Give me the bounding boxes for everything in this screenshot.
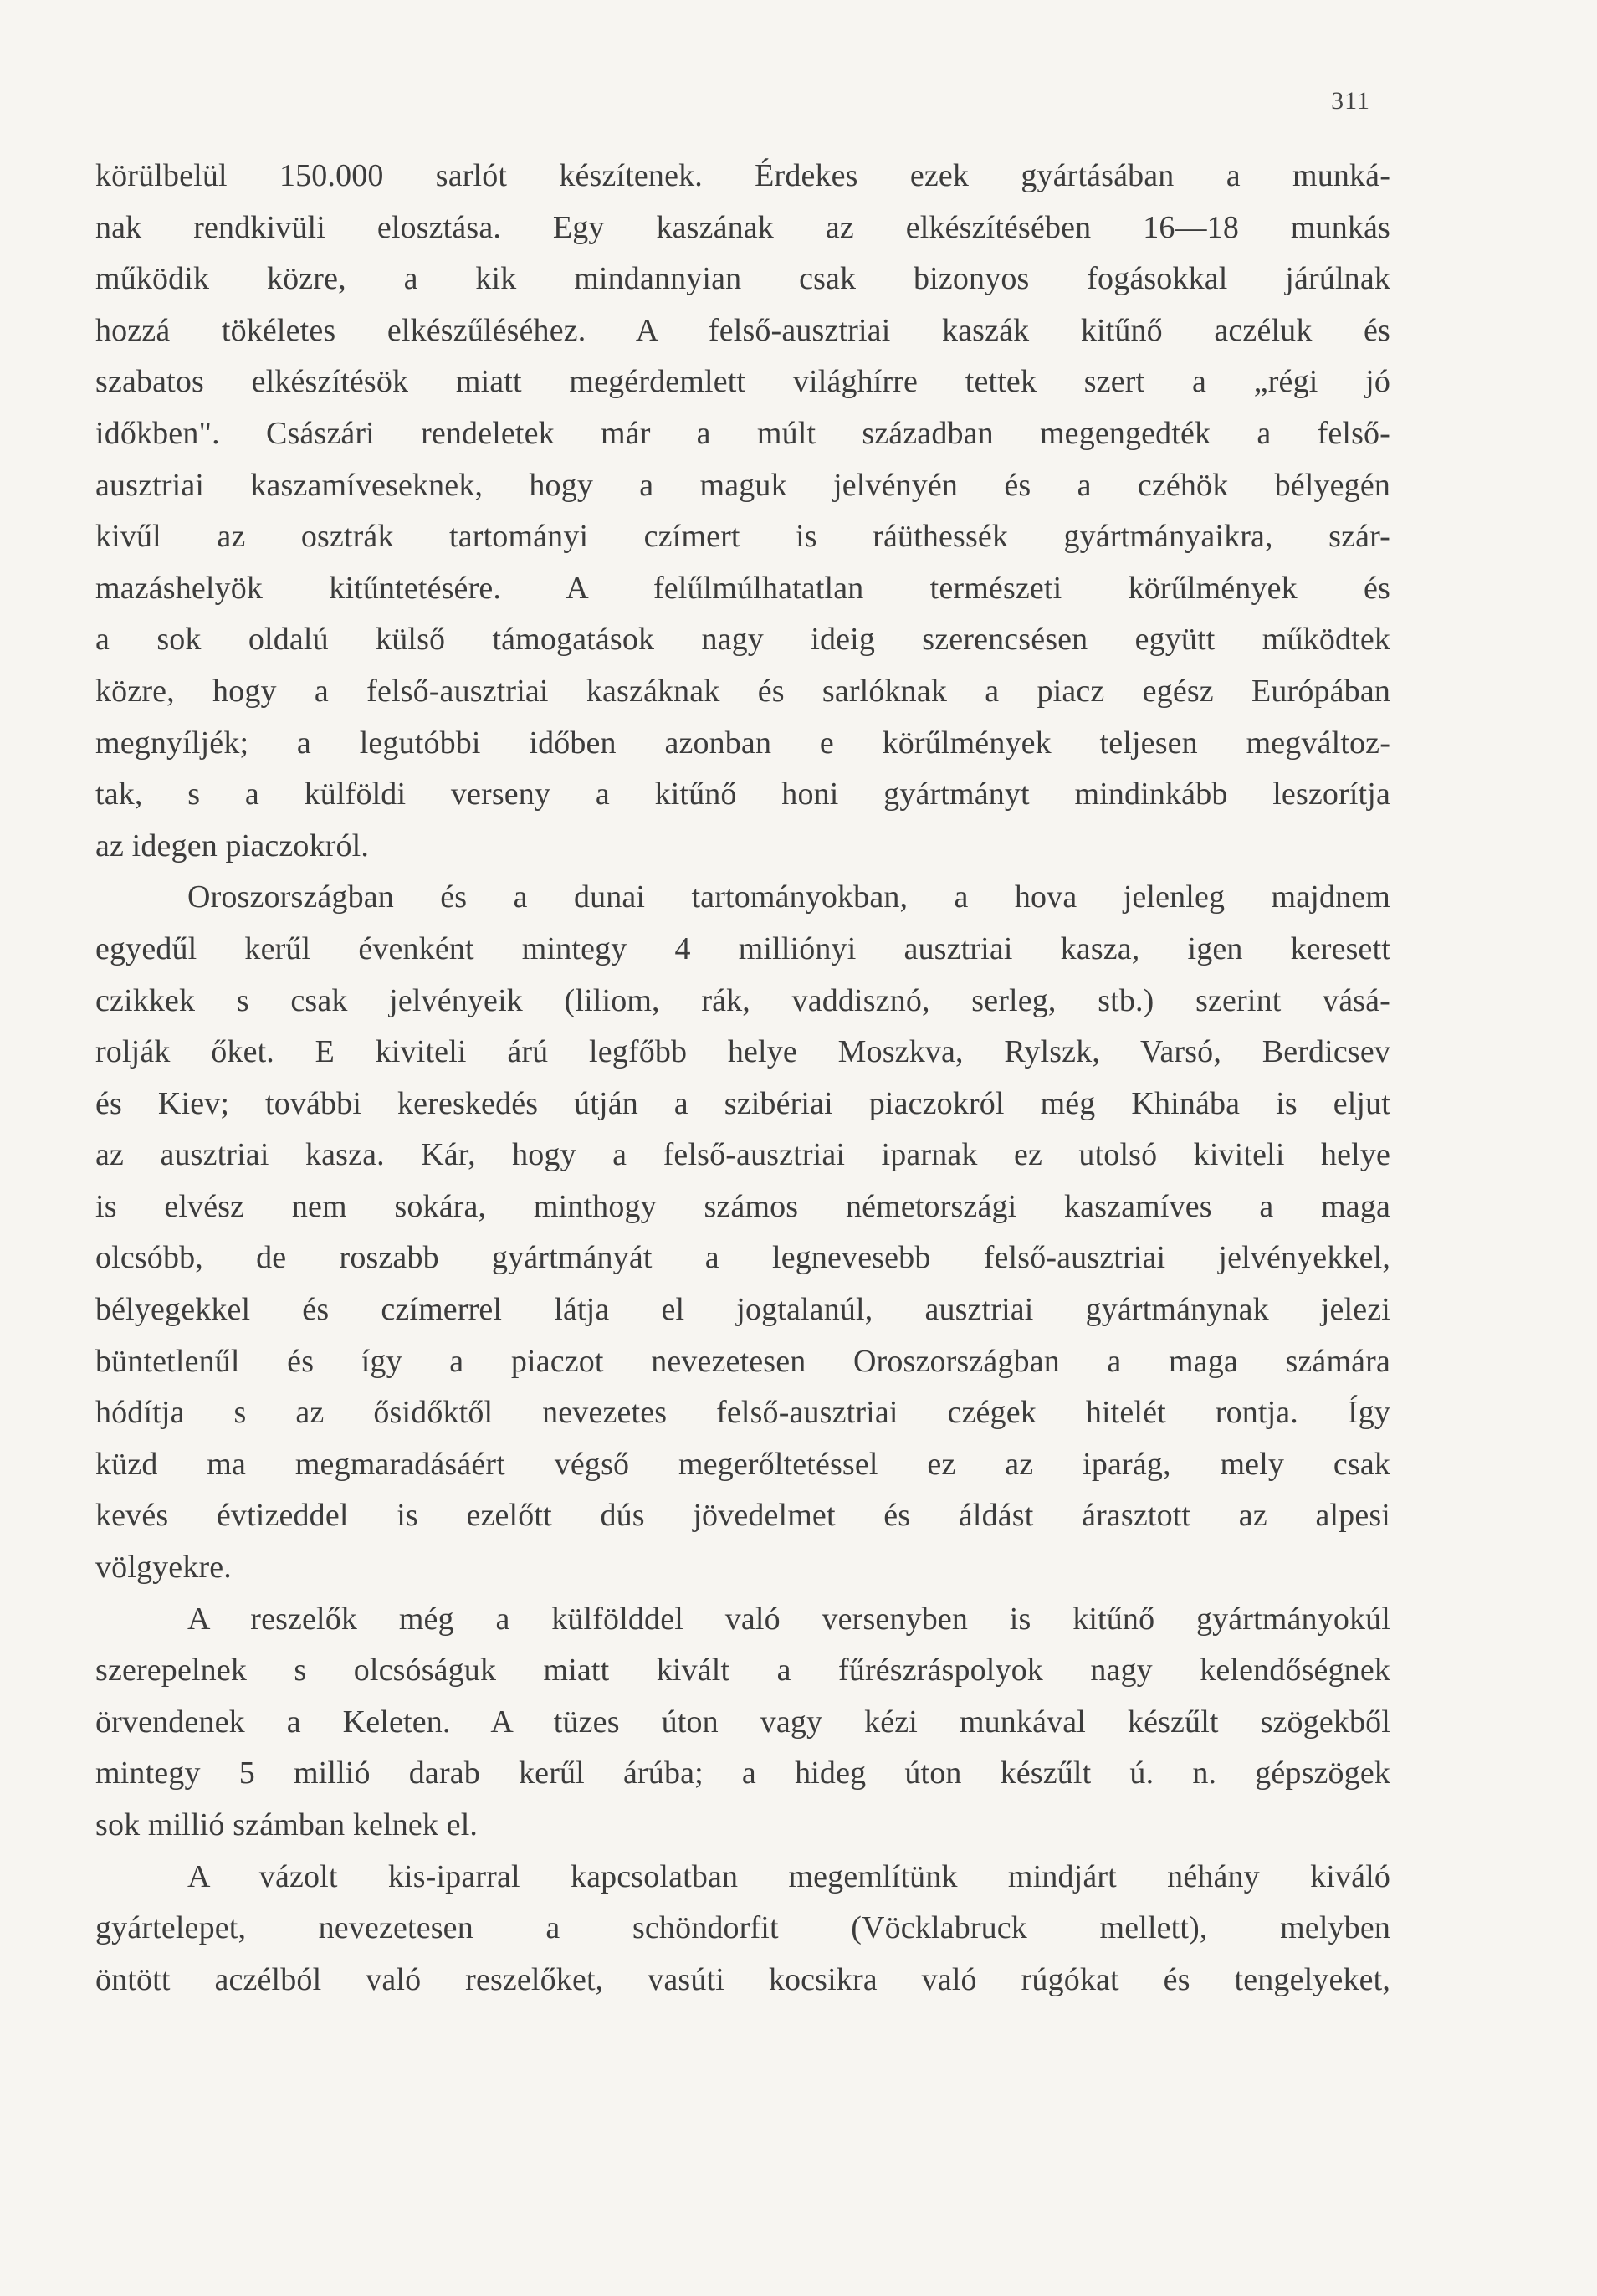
text-line: mazáshelyök kitűntetésére. A felűlmúlhatatlan természeti körűlmények és — [95, 570, 1390, 606]
text-line: völgyekre. — [95, 1550, 232, 1586]
text-line: a sok oldalú külső támogatások nagy ideig szerencsésen együtt működtek — [95, 622, 1390, 658]
text-line: örvendenek a Keleten. A tüzes úton vagy kézi munkával készűlt szögekből — [95, 1704, 1390, 1740]
text-line: közre, hogy a felső-ausztriai kaszáknak és sarlóknak a piacz egész Európában — [95, 673, 1390, 709]
text-line: egyedűl kerűl évenként mintegy 4 milliónyi ausztriai kasza, igen keresett — [95, 930, 1390, 966]
text-line: olcsóbb, de roszabb gyártmányát a legnevesebb felső-ausztriai jelvényekkel, — [95, 1240, 1390, 1276]
text-line: büntetlenűl és így a piaczot nevezetesen Oroszországban a maga számára — [95, 1343, 1390, 1379]
text-line: is elvész nem sokára, minthogy számos németországi kaszamíves a maga — [95, 1188, 1390, 1224]
text-line: körülbelül 150.000 sarlót készítenek. Érdekes ezek gyártásában a munká- — [95, 158, 1390, 193]
text-line: Oroszországban és a dunai tartományokban, a hova jelenleg majdnem — [187, 879, 1390, 915]
text-line: küzd ma megmaradásáért végső megerőltetéssel ez az iparág, mely csak — [95, 1446, 1390, 1482]
text-line: szabatos elkészítésök miatt megérdemlett világhírre tettek szert a „régi jó — [95, 364, 1390, 400]
text-line: rolják őket. E kiviteli árú legfőbb helye Moszkva, Rylszk, Varsó, Berdicsev — [95, 1034, 1390, 1070]
text-line: A vázolt kis-iparral kapcsolatban megemlítünk mindjárt néhány kiváló — [187, 1858, 1390, 1894]
text-line: kevés évtizeddel is ezelőtt dús jövedelmet és áldást árasztott az alpesi — [95, 1498, 1390, 1534]
text-line: szerepelnek s olcsóságuk miatt kivált a fűrészráspolyok nagy kelendőségnek — [95, 1653, 1390, 1689]
text-line: az idegen piaczokról. — [95, 828, 370, 864]
body-text — [95, 151, 1390, 2006]
page-number: 311 — [1331, 87, 1370, 115]
text-line: megnyíljék; a legutóbbi időben azonban e körűlmények teljesen megváltoz- — [95, 725, 1390, 761]
text-line: és Kiev; további kereskedés útján a szibériai piaczokról még Khinába is eljut — [95, 1085, 1390, 1121]
text-line: időkben". Császári rendeletek már a múlt században megengedték a felső- — [95, 415, 1390, 451]
text-line: működik közre, a kik mindannyian csak bizonyos fogásokkal járúlnak — [95, 261, 1390, 297]
text-line: gyártelepet, nevezetesen a schöndorfit (Vöcklabruck mellett), melyben — [95, 1910, 1390, 1946]
text-line: sok millió számban kelnek el. — [95, 1807, 479, 1842]
text-line: az ausztriai kasza. Kár, hogy a felső-ausztriai iparnak ez utolsó kiviteli helye — [95, 1137, 1390, 1173]
text-line: ausztriai kaszamíveseknek, hogy a maguk jelvényén és a czéhök bélyegén — [95, 467, 1390, 503]
text-line: bélyegekkel és czímerrel látja el jogtalanúl, ausztriai gyártmánynak jelezi — [95, 1292, 1390, 1328]
text-line: czikkek s csak jelvényeik (liliom, rák, vaddisznó, serleg, stb.) szerint vásá- — [95, 982, 1390, 1018]
text-line: hódítja s az ősidőktől nevezetes felső-ausztriai czégek hitelét rontja. Így — [95, 1395, 1390, 1431]
text-line: kivűl az osztrák tartományi czímert is ráüthessék gyártmányaikra, szár- — [95, 519, 1390, 555]
text-line: A reszelők még a külfölddel való versenyben is kitűnő gyártmányokúl — [187, 1601, 1390, 1637]
text-line: tak, s a külföldi verseny a kitűnő honi gyártmányt mindinkább leszorítja — [95, 776, 1390, 812]
text-line: nak rendkivüli elosztása. Egy kaszának az elkészítésében 16—18 munkás — [95, 209, 1390, 245]
text-line: mintegy 5 millió darab kerűl árúba; a hideg úton készűlt ú. n. gépszögek — [95, 1755, 1390, 1791]
text-line: öntött aczélból való reszelőket, vasúti kocsikra való rúgókat és tengelyeket, — [95, 1961, 1390, 1997]
text-line: hozzá tökéletes elkészűléséhez. A felső-ausztriai kaszák kitűnő aczéluk és — [95, 312, 1390, 348]
